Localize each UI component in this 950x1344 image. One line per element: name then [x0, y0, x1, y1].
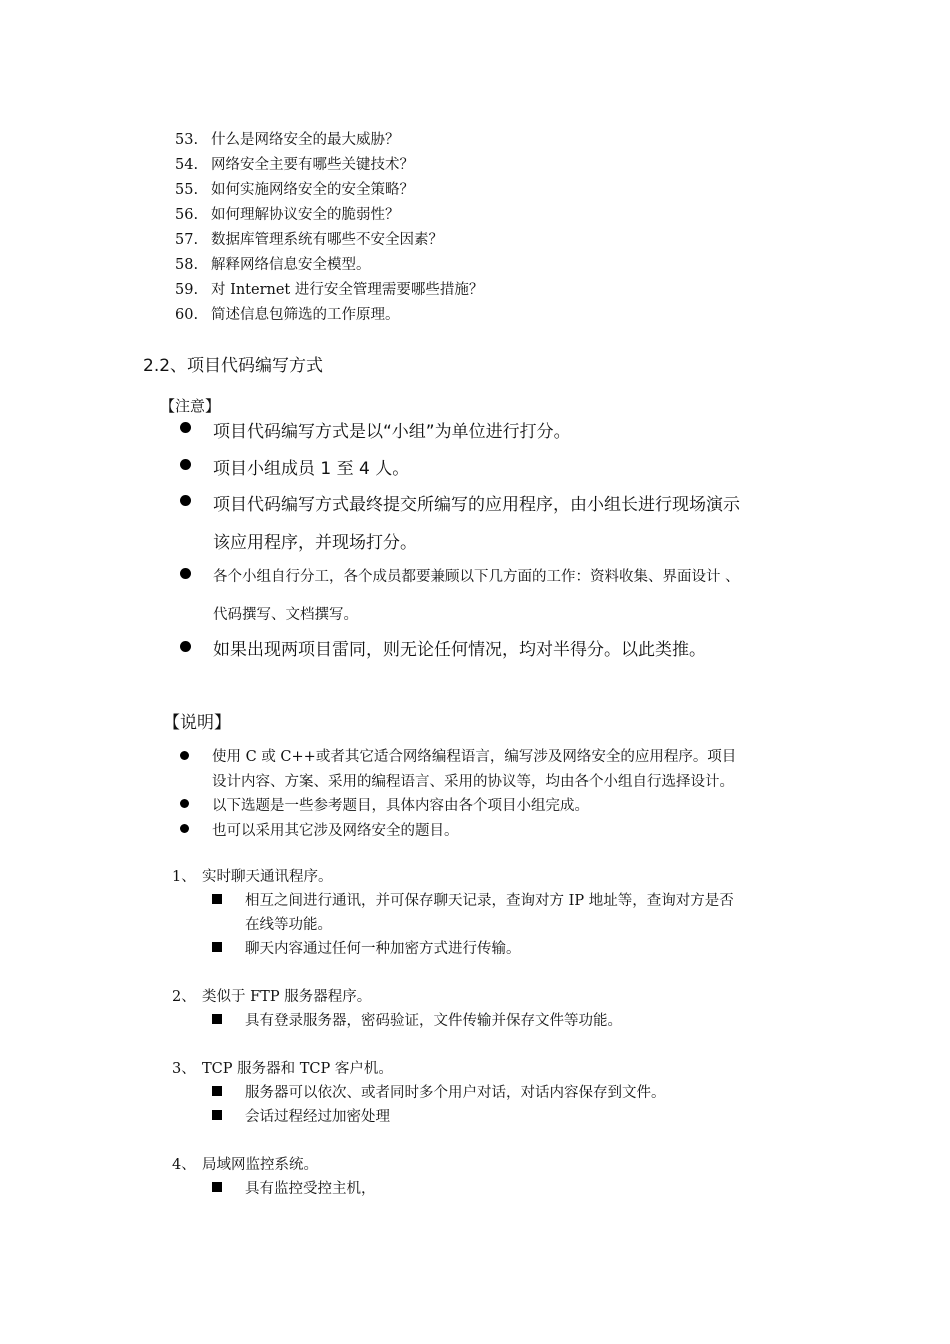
topic-title: 局域网监控系统。	[202, 1157, 318, 1173]
notice-item: 如果出现两项目雷同，则无论任何情况，均对半得分。以此类推。	[213, 640, 706, 660]
explain-label: 【说明】	[163, 713, 231, 733]
question-number: 58.	[175, 257, 199, 273]
notice-label: 【注意】	[160, 397, 221, 415]
notice-item: 项目代码编写方式最终提交所编写的应用程序，由小组长进行现场演示	[213, 495, 740, 515]
question-item	[175, 203, 400, 224]
question-item	[175, 253, 371, 274]
topic-number: 1、	[172, 869, 196, 885]
question-text: 数据库管理系统有哪些不安全因素？	[211, 232, 443, 248]
question-number: 55.	[175, 182, 199, 198]
topic-title: 类似于 FTP 服务器程序。	[202, 989, 372, 1005]
bullet-dot-icon	[180, 422, 191, 433]
question-item	[175, 178, 414, 199]
square-bullet-icon	[212, 894, 222, 904]
question-number: 59.	[175, 282, 199, 298]
topic-number: 4、	[172, 1157, 196, 1173]
explain-item: 以下选题是一些参考题目，具体内容由各个项目小组完成。	[212, 798, 589, 814]
question-number: 54.	[175, 157, 199, 173]
question-text: 对 Internet 进行安全管理需要哪些措施？	[211, 282, 484, 298]
square-bullet-icon	[212, 1014, 222, 1024]
bullet-dot-icon	[180, 459, 191, 470]
section-title: 2.2、项目代码编写方式	[143, 356, 324, 376]
topic-sub-item-continued: 在线等功能。	[245, 917, 332, 933]
bullet-dot-icon	[180, 824, 189, 833]
topic-sub-item: 聊天内容通过任何一种加密方式进行传输。	[245, 941, 521, 957]
topic-number: 2、	[172, 989, 196, 1005]
question-item	[175, 128, 400, 149]
question-text: 简述信息包筛选的工作原理。	[211, 307, 400, 323]
explain-item-continued: 设计内容、方案、采用的编程语言、采用的协议等，均由各个小组自行选择设计。	[212, 774, 734, 790]
question-text: 网络安全主要有哪些关键技术？	[211, 157, 414, 173]
question-item	[175, 228, 443, 249]
question-text: 如何理解协议安全的脆弱性？	[211, 207, 400, 223]
topic-sub-item: 相互之间进行通讯，并可保存聊天记录，查询对方 IP 地址等，查询对方是否	[245, 893, 734, 909]
bullet-dot-icon	[180, 799, 189, 808]
notice-item: 项目代码编写方式是以“小组”为单位进行打分。	[213, 422, 571, 442]
topic-title: TCP 服务器和 TCP 客户机。	[202, 1061, 393, 1077]
question-item	[175, 303, 400, 324]
topic-sub-item: 具有监控受控主机，	[245, 1181, 376, 1197]
question-text: 解释网络信息安全模型。	[211, 257, 371, 273]
notice-item: 项目小组成员 1 至 4 人。	[213, 459, 410, 479]
question-number: 53.	[175, 132, 199, 148]
bullet-dot-icon	[180, 641, 191, 652]
square-bullet-icon	[212, 1086, 222, 1096]
notice-item: 各个小组自行分工，各个成员都要兼顾以下几方面的工作：资料收集、界面设计 、	[213, 569, 740, 585]
topic-sub-item: 会话过程经过加密处理	[245, 1109, 390, 1125]
square-bullet-icon	[212, 1182, 222, 1192]
bullet-dot-icon	[180, 568, 191, 579]
question-text: 什么是网络安全的最大威胁？	[211, 132, 400, 148]
square-bullet-icon	[212, 942, 222, 952]
explain-item: 也可以采用其它涉及网络安全的题目。	[212, 823, 459, 839]
question-number: 60.	[175, 307, 199, 323]
bullet-dot-icon	[180, 495, 191, 506]
bullet-dot-icon	[180, 751, 189, 760]
question-item	[175, 278, 483, 299]
topic-title: 实时聊天通讯程序。	[202, 869, 333, 885]
question-text: 如何实施网络安全的安全策略？	[211, 182, 414, 198]
topic-sub-item: 具有登录服务器，密码验证，文件传输并保存文件等功能。	[245, 1013, 622, 1029]
question-item	[175, 153, 414, 174]
topic-number: 3、	[172, 1061, 196, 1077]
notice-item-continued: 该应用程序，并现场打分。	[213, 533, 417, 553]
topic-sub-item: 服务器可以依次、或者同时多个用户对话，对话内容保存到文件。	[245, 1085, 666, 1101]
square-bullet-icon	[212, 1110, 222, 1120]
question-number: 57.	[175, 232, 199, 248]
explain-item: 使用 C 或 C++或者其它适合网络编程语言，编写涉及网络安全的应用程序。项目	[212, 749, 737, 765]
question-number: 56.	[175, 207, 199, 223]
notice-item-continued: 代码撰写、文档撰写。	[213, 607, 358, 623]
